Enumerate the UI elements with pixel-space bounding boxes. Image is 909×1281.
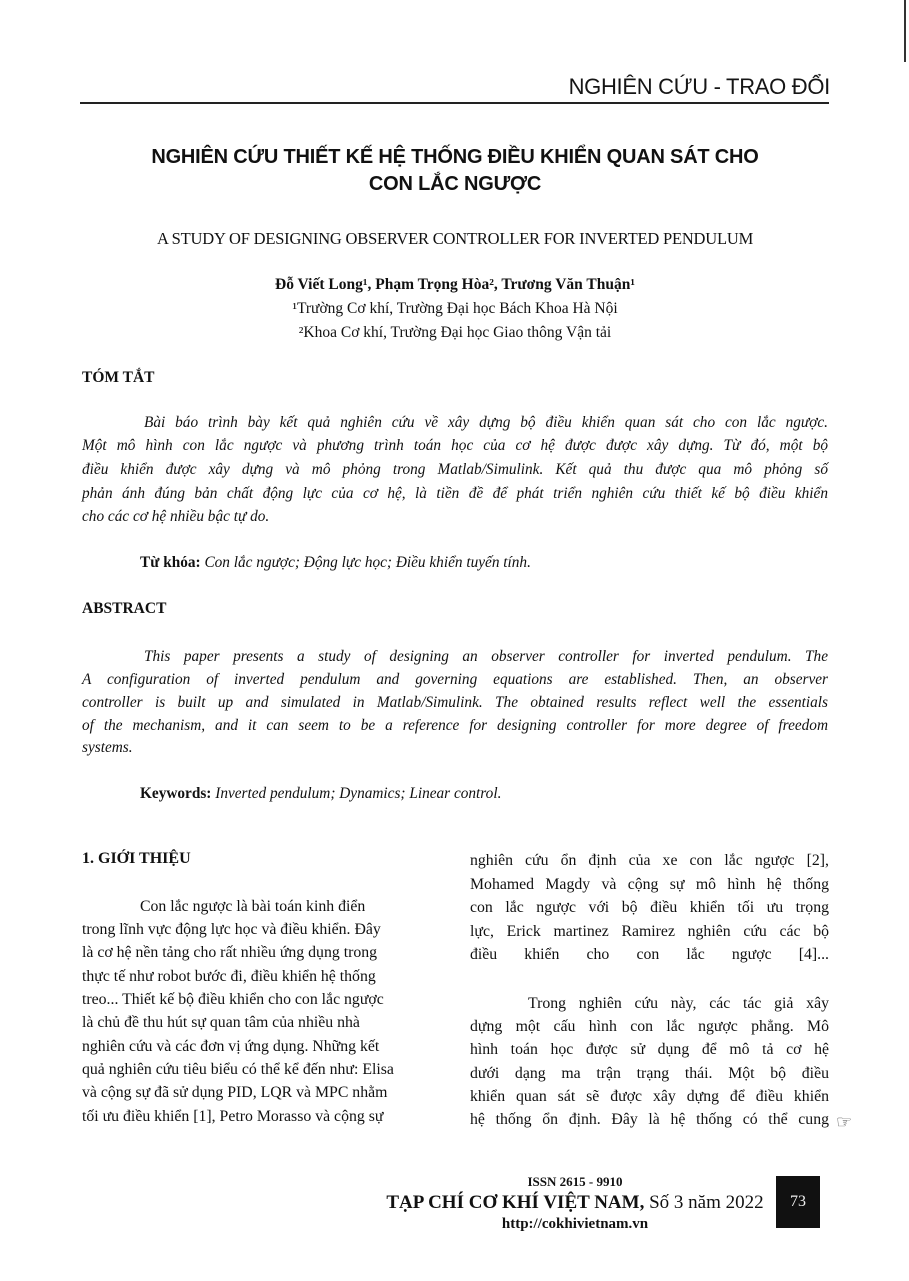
summary-line: phản ánh đúng bản chất động lực của cơ hệ, là tiền đề để phát triển nghiên cứu thiết kế bộ điều khiển [82, 485, 828, 502]
body-line: khiển quan sát sẽ được xây dựng để điều khiển [470, 1088, 829, 1105]
body-line: quả nghiên cứu tiêu biểu có thể kể đến như: Elisa [82, 1061, 394, 1078]
keywords-vi [140, 554, 531, 572]
body-line: và cộng sự đã sử dụng PID, LQR và MPC nhằm [82, 1084, 388, 1101]
summary-heading: TÓM TẮT [82, 369, 155, 386]
affiliation-1: ¹Trường Cơ khí, Trường Đại học Bách Khoa Hà Nội [292, 300, 618, 317]
journal-name [380, 1192, 770, 1214]
summary-line: điều khiển được xây dựng và mô phỏng trong Matlab/Simulink. Kết quả thu được qua mô phỏng số [82, 461, 828, 478]
body-line: hình toán học được sử dụng để mô tả cơ hệ [470, 1041, 829, 1058]
keywords-text: Inverted pendulum; Dynamics; Linear control. [215, 785, 502, 802]
keywords-text: Con lắc ngược; Động lực học; Điều khiển tuyến tính. [204, 554, 531, 571]
abstract-line: systems. [82, 739, 133, 756]
pointing-hand-icon: ☞ [836, 1112, 853, 1132]
title-line-2: CON LẮC NGƯỢC [368, 173, 542, 195]
body-line: thực tế như robot bước đi, điều khiển hệ thống [82, 968, 376, 985]
running-header: NGHIÊN CỨU - TRAO ĐỔI [568, 74, 830, 99]
body-line: dựng một cấu hình con lắc ngược phẳng. Mô [470, 1018, 829, 1035]
journal-title: TẠP CHÍ CƠ KHÍ VIỆT NAM, [386, 1192, 645, 1213]
english-title: A STUDY OF DESIGNING OBSERVER CONTROLLER FOR INVERTED PENDULUM [156, 229, 754, 248]
issn: ISSN 2615 - 9910 [527, 1174, 623, 1189]
affiliation-2: ²Khoa Cơ khí, Trường Đại học Giao thông Vận tải [298, 324, 612, 341]
header-rule [80, 102, 829, 104]
journal-issue: Số 3 năm 2022 [649, 1192, 764, 1213]
body-line: là chủ đề thu hút sự quan tâm của nhiều nhà [82, 1014, 360, 1031]
abstract-heading: ABSTRACT [82, 600, 167, 617]
summary-line: cho các cơ hệ nhiều bậc tự do. [82, 508, 270, 525]
body-line: lực, Erick martinez Ramirez nghiên cứu các bộ [470, 923, 829, 940]
page-number: 73 [776, 1176, 820, 1228]
abstract-line: controller is built up and simulated in Matlab/Simulink. The obtained results reflect well the essentials [82, 694, 828, 711]
summary-line: Bài báo trình bày kết quả nghiên cứu về xây dựng bộ điều khiển quan sát cho con lắc ngược. [144, 414, 828, 431]
keywords-en [140, 785, 501, 803]
body-line: tối ưu điều khiển [1], Petro Morasso và cộng sự [82, 1108, 384, 1125]
abstract-line: A configuration of inverted pendulum and governing equations are established. Then, an observer [82, 671, 828, 688]
scan-edge-line [904, 0, 906, 62]
abstract-line: This paper presents a study of designing an observer controller for inverted pendulum. The [144, 648, 828, 665]
body-line: trong lĩnh vực động lực học và điều khiển. Đây [82, 921, 381, 938]
body-line: hệ thống ổn định. Đây là hệ thống có thể cung [470, 1111, 829, 1128]
body-line: Con lắc ngược là bài toán kinh điển [140, 898, 366, 915]
body-line: nghiên cứu và các đơn vị ứng dụng. Những kết [82, 1038, 380, 1055]
section-heading: 1. GIỚI THIỆU [82, 850, 191, 867]
body-line: Trong nghiên cứu này, các tác giả xây [528, 995, 829, 1012]
title-line-1: NGHIÊN CỨU THIẾT KẾ HỆ THỐNG ĐIỀU KHIỂN QUAN SÁT CHO [151, 146, 759, 168]
body-line: điều khiển cho con lắc ngược [4]... [470, 946, 829, 963]
body-line: Mohamed Magdy và cộng sự mô hình hệ thống [470, 876, 829, 893]
summary-line: Một mô hình con lắc ngược và phương trình toán học của cơ hệ được được xây dựng. Từ đó, một bộ [82, 437, 828, 454]
keywords-label: Keywords: [140, 785, 212, 802]
body-line: con lắc ngược với bộ điều khiển tối ưu trọng [470, 899, 829, 916]
authors: Đỗ Viết Long¹, Phạm Trọng Hòa², Trương Văn Thuận¹ [275, 276, 635, 293]
body-line: là cơ hệ nền tảng cho rất nhiều ứng dụng trong [82, 944, 378, 961]
body-line: treo... Thiết kế bộ điều khiển cho con lắc ngược [82, 991, 384, 1008]
keywords-label: Từ khóa: [140, 554, 201, 571]
body-line: dưới dạng ma trận trạng thái. Một bộ điều [470, 1065, 829, 1082]
abstract-line: of the mechanism, and it can seem to be a reference for designing controller for more degree of freedom [82, 717, 828, 734]
body-line: nghiên cứu ổn định của xe con lắc ngược [2], [470, 852, 829, 869]
journal-url: http://cokhivietnam.vn [501, 1216, 649, 1232]
